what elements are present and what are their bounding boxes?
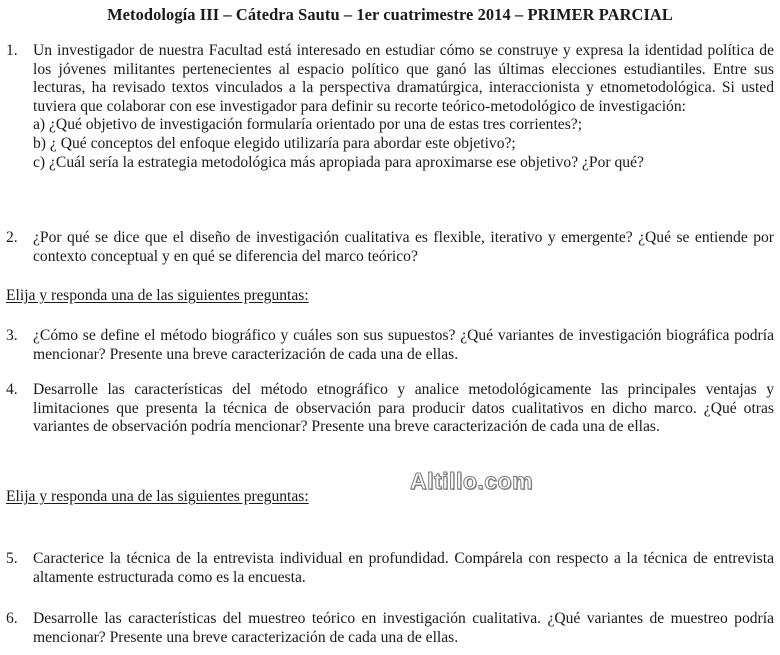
question-text: Un investigador de nuestra Facultad está interesado en estudiar cómo se construye y expresa la identidad política de los jóvenes militantes pertenecientes al espacio político que ganó las últimas elecciones estudiantiles. Entre sus lecturas, ha revisado textos vinculados a la perspectiva dramatúrgica, interaccionista y etnometodológica. Si usted tuviera que colaborar con ese investigador para definir su recorte teórico-metodológico de investigación: [33,42,774,115]
question-number: 2. [6,229,18,246]
exam-title: Metodología III – Cátedra Sautu – 1er cuatrimestre 2014 – PRIMER PARCIAL [107,5,673,24]
question-6 [6,610,774,647]
subitem-b: b) ¿ Qué conceptos del enfoque elegido utilizaría para abordar este objetivo?; [33,134,516,152]
question-text: Desarrolle las características del muestreo teórico en investigación cualitativa. ¿Qué variantes de muestreo podría mencionar? Presente una breve caracterización de cada una de ellas. [33,610,774,646]
question-number: 6. [6,610,18,627]
question-5 [6,550,774,587]
question-text: ¿Por qué se dice que el diseño de investigación cualitativa es flexible, iterativo y emergente? ¿Qué se entiende por contexto conceptual y en qué se diferencia del marco teórico? [33,229,774,265]
subitem-c: c) ¿Cuál sería la estrategia metodológica más apropiada para aproximarse ese objetivo? ¿Por qué? [33,153,644,171]
question-4 [6,381,774,437]
question-text: Desarrolle las características del método etnográfico y analice metodológicamente las principales ventajas y limitaciones que presenta la técnica de observación para producir datos cualitativos en dicho marco. ¿Qué otras variantes de observación podría mencionar? Presente una breve caracterización de cada una de ellas. [33,381,774,436]
watermark-logo: Altillo.com [410,468,534,494]
question-text: Caracterice la técnica de la entrevista individual en profundidad. Compárela con respecto a la técnica de entrevista altamente estructurada como es la encuesta. [33,550,774,586]
subitem-a: a) ¿Qué objetivo de investigación formularía orientado por una de estas tres corrientes?; [33,116,583,134]
question-number: 1. [6,42,18,59]
question-3 [6,327,774,364]
instruction-heading: Elija y responda una de las siguientes preguntas: [6,488,309,505]
question-text: ¿Cómo se define el método biográfico y cuáles son sus supuestos? ¿Qué variantes de investigación biográfica podría mencionar? Presente una breve caracterización de cada una de ellas. [33,327,774,363]
instruction-heading: Elija y responda una de las siguientes preguntas: [6,287,309,304]
question-number: 5. [6,550,18,567]
question-2 [6,229,774,266]
question-number: 4. [6,381,18,398]
question-number: 3. [6,327,18,344]
question-1 [6,42,774,172]
